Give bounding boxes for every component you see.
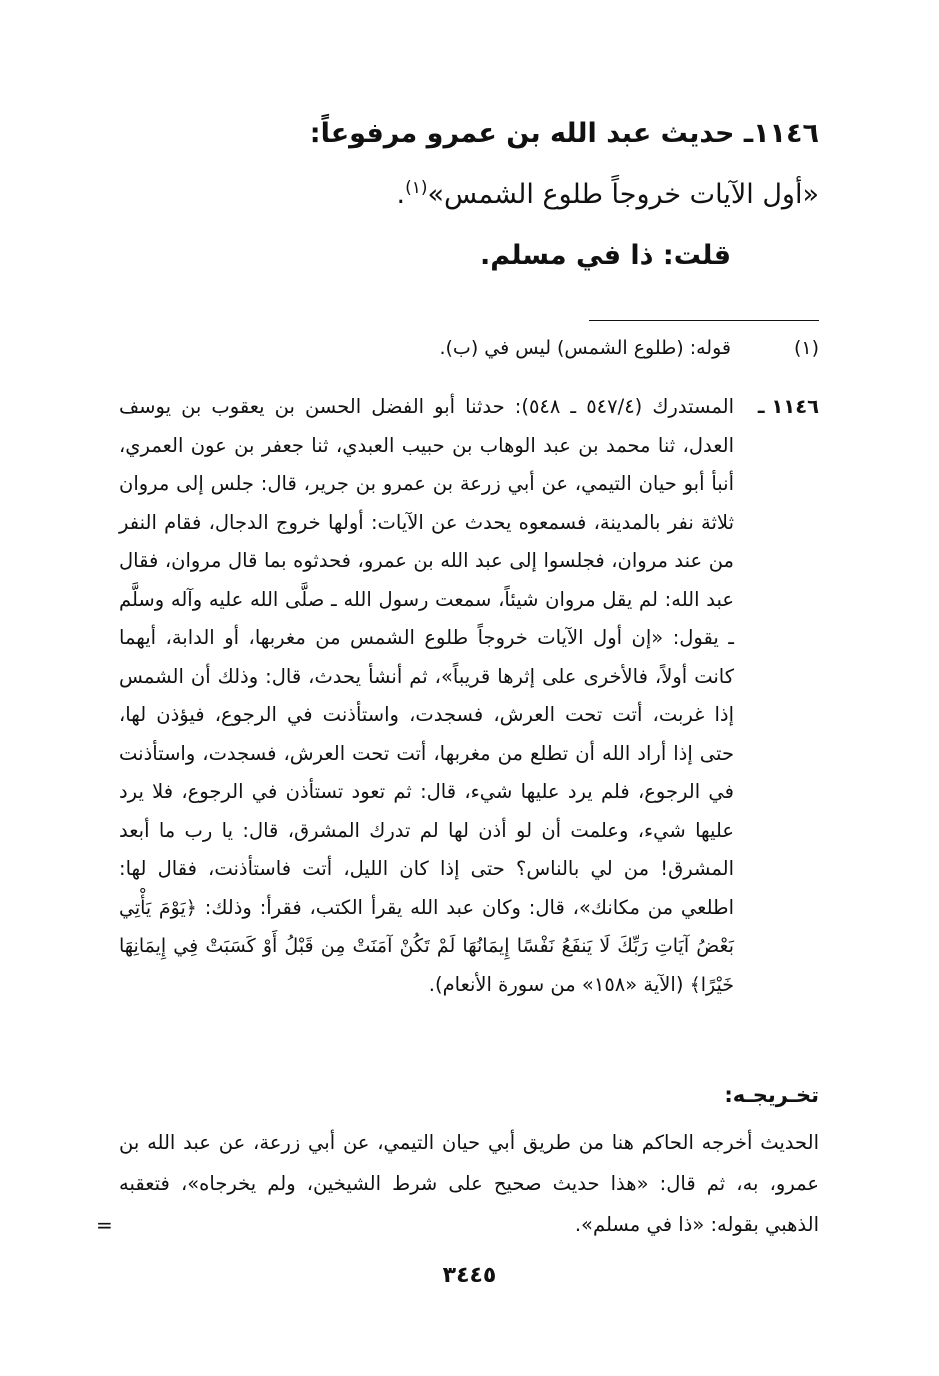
commentary-text: المستدرك (٥٤٧/٤ ـ ٥٤٨): حدثنا أبو الفضل الحسن بن يعقوب بن يوسف العدل، ثنا محمد بن عبد الوهاب بن حبيب العبدي، ثنا جعفر بن عون العمري، أنبأ أبو حيان التيمي، عن أبي زرعة بن عمرو بن جرير، قال: جلس إلى مروان ثلاثة نفر بالمدينة، فسمعوه يحدث عن الآيات: أولها خروج الدجال، فقام النفر من عند مروان، فجلسوا إلى عبد الله بن عمرو، فحدثوه بما قال مروان، فقال عبد الله: لم يقل مروان شيئاً، سمعت رسول الله ـ صلَّى الله عليه وآله وسلَّم ـ يقول: «إن أول الآيات خروجاً طلوع الشمس من مغربها، أو الدابة، أيهما كانت أولاً، فالأخرى على إثرها قريباً»، ثم أنشأ يحدث، قال: وذلك أن الشمس إذا غربت، أتت تحت العرش، فسجدت، واستأذنت في الرجوع، فيؤذن لها، حتى إذا أراد الله أن تطلع من مغربها، أتت تحت العرش، فسجدت، واستأذنت في الرجوع، فلم يرد عليها شيء، قال: ثم تعود تستأذن في الرجوع، فلا يرد عليها شيء، وعلمت أن لو أذن لها لم تدرك المشرق، قال: يا رب ما أبعد المشرق! من لي بالناس؟ حتى إذا كان الليل، أتت فاستأذنت، فقال لها: اطلعي من مكانك»، قال: وكان عبد الله يقرأ الكتب، فقرأ: وذلك:	[119, 395, 734, 919]
hadith-heading	[310, 118, 819, 149]
hadith-text-body: «أول الآيات خروجاً طلوع الشمس»	[427, 179, 819, 210]
page-number: ٣٤٤٥	[442, 1263, 497, 1288]
footnote-reference: (١)	[405, 178, 428, 198]
commentary-number: ١١٤٦ ـ	[757, 395, 819, 418]
takhrij-text: الحديث أخرجه الحاكم هنا من طريق أبي حيان التيمي، عن أبي زرعة، عن عبد الله بن عمرو، به، ثم قال: «هذا حديث صحيح على شرط الشيخين، ولم يخرجاه»، فتعقبه الذهبي بقوله: «ذا في مسلم».	[119, 1131, 819, 1236]
quran-reference: (الآية «١٥٨» من سورة الأنعام).	[428, 972, 690, 996]
author-note: قلت: ذا في مسلم.	[479, 240, 731, 271]
continuation-mark: =	[96, 1213, 113, 1237]
takhrij-heading: تخـريجـه:	[724, 1083, 819, 1107]
hadith-text-end: .	[396, 179, 406, 210]
footnote-text: قوله: (طلوع الشمس) ليس في (ب).	[439, 337, 731, 359]
hadith-heading-text: ١١٤٦ـ حديث عبد الله بن عمرو مرفوعاً:	[309, 118, 819, 149]
commentary-body	[119, 388, 734, 1004]
commentary-block	[119, 388, 819, 1004]
quran-verse: ﴿يَوْمَ يَأْتِي بَعْضُ آيَاتِ رَبِّكَ لَا يَنفَعُ نَفْسًا إِيمَانُهَا لَمْ تَكُنْ آمَنَتْ مِن قَبْلُ أَوْ كَسَبَتْ فِي إِيمَانِهَا خَيْرًا﴾	[119, 896, 734, 996]
footnote-number: (١)	[793, 337, 819, 359]
footnote-divider	[589, 320, 819, 321]
hadith-text	[397, 178, 819, 210]
